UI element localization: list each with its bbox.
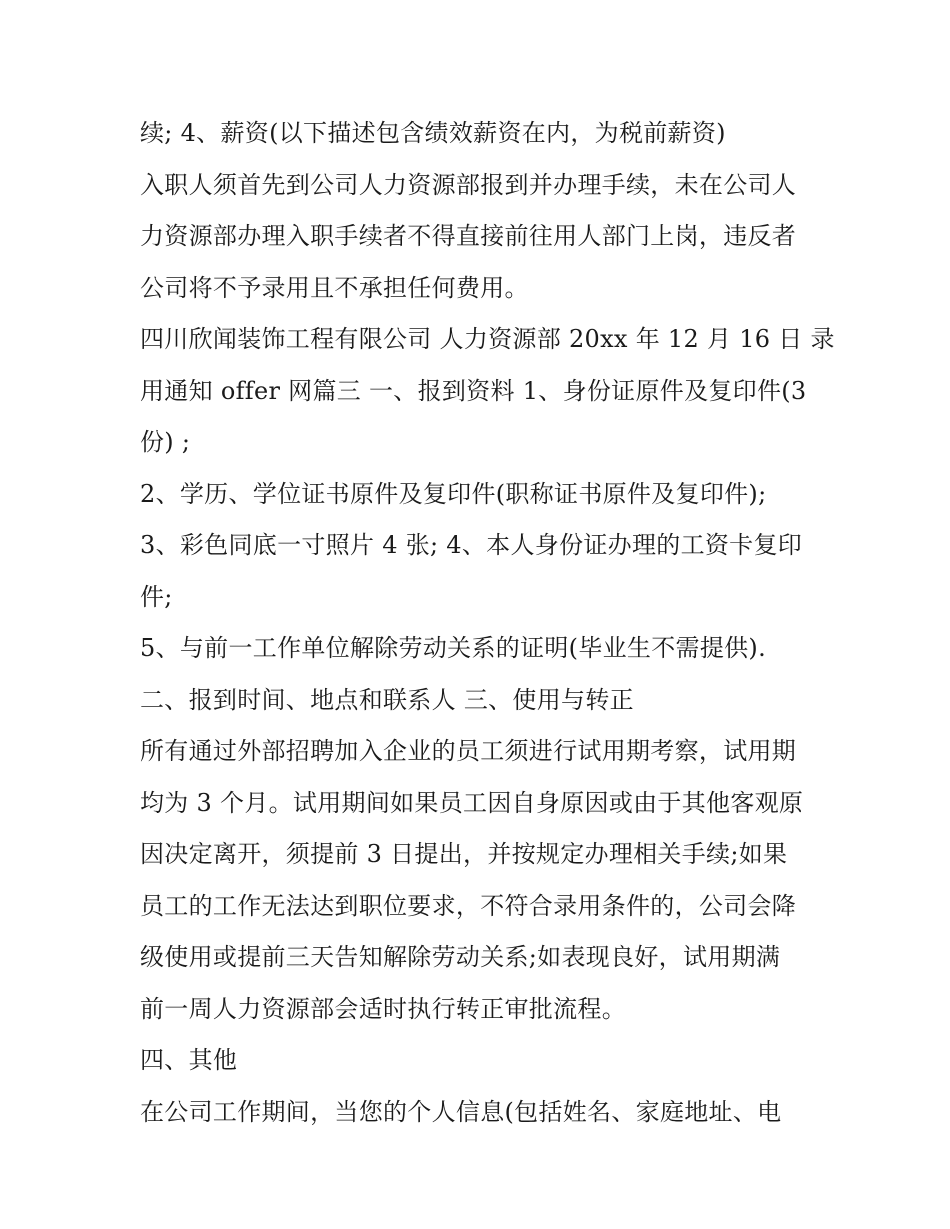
text-line: 入职人须首先到公司人力资源部报到并办理手续，未在公司人 [140, 170, 797, 199]
text-line: 份) ; [140, 428, 191, 456]
text-line: 在公司工作期间，当您的个人信息(包括姓名、家庭地址、电 [140, 1097, 782, 1126]
text-line: 件; [140, 582, 173, 611]
text-line: 级使用或提前三天告知解除劳动关系;如表现良好，试用期满 [140, 943, 781, 971]
section-heading: 二、报到时间、地点和联系人 三、使用与转正 [140, 685, 634, 714]
document-body [140, 108, 835, 1138]
text-line: 5、与前一工作单位解除劳动关系的证明(毕业生不需提供). [140, 634, 767, 662]
text-line: 3、彩色同底一寸照片 4 张; 4、本人身份证办理的工资卡复印 [140, 531, 803, 559]
text-line: 用通知 offer 网篇三 一、报到资料 1、身份证原件及复印件(3 [140, 376, 807, 405]
text-line: 四川欣闻装饰工程有限公司 人力资源部 20xx 年 12 月 16 日 录 [140, 325, 835, 353]
text-line: 续; 4、薪资(以下描述包含绩效薪资在内，为税前薪资) [140, 119, 726, 147]
text-line: 均为 3 个月。试用期间如果员工因自身原因或由于其他客观原 [140, 788, 804, 817]
text-line: 力资源部办理入职手续者不得直接前往用人部门上岗，违反者 [140, 222, 797, 250]
text-line: 所有通过外部招聘加入企业的员工须进行试用期考察，试用期 [140, 737, 797, 765]
text-line: 因决定离开，须提前 3 日提出，并按规定办理相关手续;如果 [140, 840, 788, 868]
text-line: 2、学历、学位证书原件及复印件(职称证书原件及复印件); [140, 479, 767, 508]
text-line: 员工的工作无法达到职位要求，不符合录用条件的，公司会降 [140, 891, 797, 920]
text-line: 公司将不予录用且不承担任何费用。 [140, 273, 529, 302]
section-heading: 四、其他 [140, 1046, 238, 1074]
text-line: 前一周人力资源部会适时执行转正审批流程。 [140, 994, 626, 1023]
